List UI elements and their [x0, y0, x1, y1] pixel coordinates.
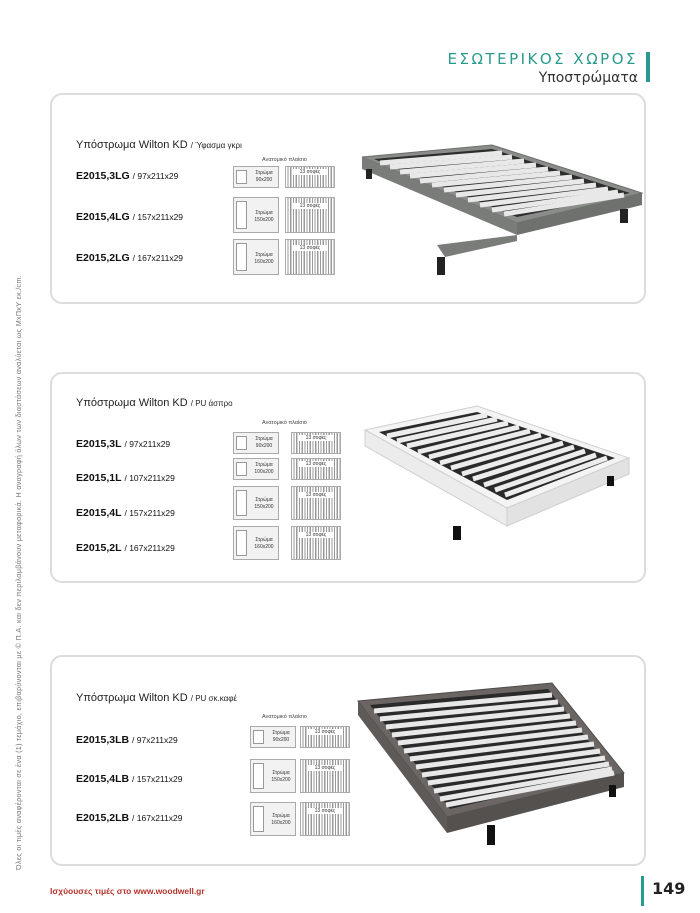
- panel-title: Υπόστρωμα Wilton KD / Ύφασμα γκρι: [76, 139, 242, 151]
- product-code-row: E2015,3LB / 97x211x29: [76, 734, 178, 746]
- slats-diagram: 13 σοφές: [291, 486, 341, 520]
- grid-header: Ανατομικό πλαίσιο: [262, 714, 307, 720]
- header-accent-bar: [646, 52, 650, 82]
- panel-title: Υπόστρωμα Wilton KD / PU άσπρο: [76, 397, 233, 409]
- mattress-size-box: Στρώμα 90x200: [250, 726, 296, 748]
- mattress-size-box: Στρώμα 160x200: [233, 526, 279, 560]
- panel-material: / PU σκ.καφέ: [190, 694, 237, 703]
- panel-title: Υπόστρωμα Wilton KD / PU σκ.καφέ: [76, 692, 237, 704]
- product-code-row: E2015,2LB / 167x211x29: [76, 812, 183, 824]
- page-number: 149: [652, 879, 686, 898]
- product-code-row: E2015,3L / 97x211x29: [76, 438, 171, 450]
- product-code-row: E2015,4LB / 157x211x29: [76, 773, 183, 785]
- slats-diagram: 13 σοφές: [291, 526, 341, 560]
- product-panel-grey: [50, 93, 646, 304]
- mattress-size-box: Στρώμα 160x200: [233, 239, 279, 275]
- footer-website-note: Ισχύουσες τιμές στο www.woodwell.gr: [50, 886, 205, 896]
- slats-diagram: 13 σοφές: [291, 458, 341, 480]
- bed-frame-image-grey: [352, 135, 652, 285]
- slats-diagram: 13 σοφές: [300, 759, 350, 793]
- slats-diagram: 13 σοφές: [300, 726, 350, 748]
- slats-diagram: 13 σοφές: [285, 166, 335, 188]
- product-code-row: E2015,4L / 157x211x29: [76, 507, 175, 519]
- page-number-bar: [641, 876, 644, 906]
- slats-diagram: 13 σοφές: [300, 802, 350, 836]
- mattress-size-box: Στρώμα 90x200: [233, 432, 279, 454]
- grid-header: Ανατομικό πλαίσιο: [262, 420, 307, 426]
- product-code-row: E2015,2L / 167x211x29: [76, 542, 175, 554]
- product-code-row: E2015,4LG / 157x211x29: [76, 211, 184, 223]
- product-code-row: E2015,2LG / 167x211x29: [76, 252, 184, 264]
- mattress-size-box: Στρώμα 150x200: [250, 759, 296, 793]
- website-link[interactable]: www.woodwell.gr: [133, 886, 205, 896]
- slats-diagram: 13 σοφές: [291, 432, 341, 454]
- panel-material: / Ύφασμα γκρι: [190, 141, 242, 150]
- mattress-size-box: Στρώμα 100x200: [233, 458, 279, 480]
- product-panel-brown: [50, 655, 646, 866]
- section-header: [448, 50, 638, 86]
- product-code-row: E2015,1L / 107x211x29: [76, 472, 175, 484]
- panel-material: / PU άσπρο: [190, 399, 233, 408]
- mattress-size-box: Στρώμα 90x200: [233, 166, 279, 188]
- product-panel-white: [50, 372, 646, 583]
- slats-diagram: 13 σοφές: [285, 197, 335, 233]
- product-code-row: E2015,3LG / 97x211x29: [76, 170, 179, 182]
- bed-frame-image-brown: [352, 675, 642, 855]
- grid-header: Ανατομικό πλαίσιο: [262, 157, 307, 163]
- bed-frame-image-white: [357, 396, 637, 561]
- mattress-size-box: Στρώμα 150x200: [233, 486, 279, 520]
- side-note: Όλες οι τιμές αναφέρονται σε ένα (1) τεμάχιο, επιβαρύνονται με © Π.Α. και δεν περιλαμβάνουν μεταφορικά. Η αναγραφή όλων των διαστάσεων αναλύεται ως ΜxΠxΥ εκ./cm.: [14, 274, 23, 870]
- mattress-size-box: Στρώμα 160x200: [250, 802, 296, 836]
- mattress-size-box: Στρώμα 150x200: [233, 197, 279, 233]
- slats-diagram: 13 σοφές: [285, 239, 335, 275]
- section-title: ΕΣΩΤΕΡΙΚΟΣ ΧΩΡΟΣ: [447, 50, 638, 68]
- section-subtitle: Υποστρώματα: [538, 70, 638, 86]
